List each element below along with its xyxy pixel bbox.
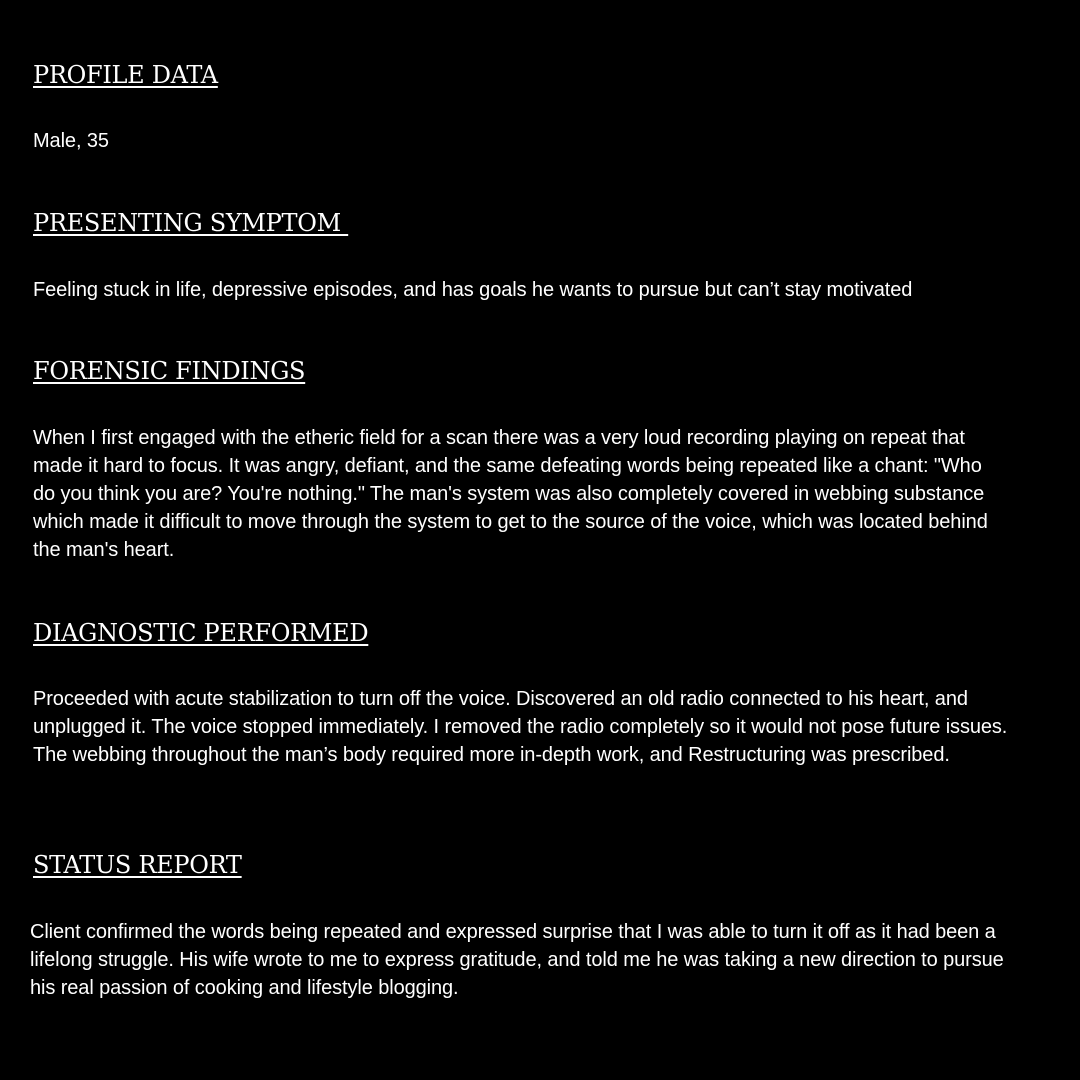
section-heading-forensic-findings: FORENSIC FINDINGS — [33, 357, 306, 385]
section-body-profile-data: Male, 35 — [33, 130, 109, 152]
section-body-status-report: Client confirmed the words being repeated and expressed surprise that I was able to turn it off as it had been a lifelong struggle. His wife wrote to me to express gratitude, and told me he was taking a new direction to pursue his real passion of cooking and lifestyle blogging. — [30, 921, 1004, 999]
section-body-diagnostic-performed: Proceeded with acute stabilization to turn off the voice. Discovered an old radio connected to his heart, and unplugged it. The voice stopped immediately. I removed the radio completely so it would not pose future issues. The webbing throughout the man’s body required more in-depth work, and Restructuring was prescribed. — [33, 688, 1008, 766]
section-heading-profile-data: PROFILE DATA — [33, 61, 218, 89]
section-body-forensic-findings: When I first engaged with the etheric field for a scan there was a very loud recording playing on repeat that made it hard to focus. It was angry, defiant, and the same defeating words being repeated like a chant: "Who do you think you are? You're nothing." The man's system was also completely covered in webbing substance which made it difficult to move through the system to get to the source of the voice, which was located behind the man's heart. — [33, 427, 988, 561]
section-heading-status-report: STATUS REPORT — [33, 851, 242, 879]
section-heading-presenting-symptom: PRESENTING SYMPTOM — [33, 209, 349, 237]
section-heading-diagnostic-performed: DIAGNOSTIC PERFORMED — [33, 619, 369, 647]
section-body-presenting-symptom: Feeling stuck in life, depressive episodes, and has goals he wants to pursue but can’t stay motivated — [33, 279, 913, 301]
